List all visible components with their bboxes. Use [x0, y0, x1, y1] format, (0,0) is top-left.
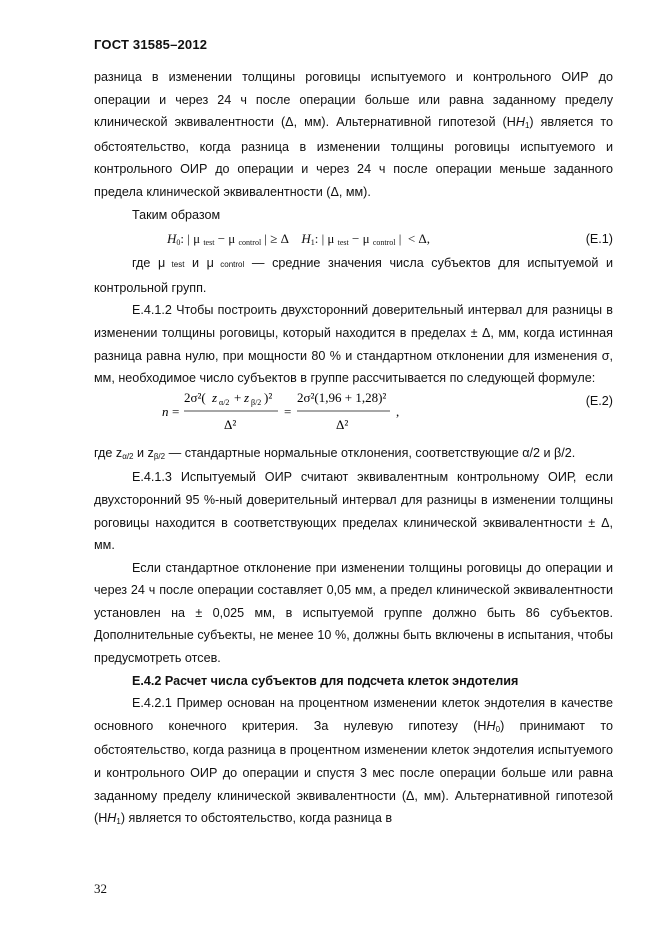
svg-text:=: = [172, 403, 180, 419]
svg-text:2σ²(1,96 + 1,28)²: 2σ²(1,96 + 1,28)² [297, 389, 387, 405]
svg-text:Δ²: Δ² [224, 416, 237, 432]
formula-e1-number: (Е.1) [585, 232, 613, 247]
paragraph-mu-definition: где μ test и μ control — средние значения числа субъектов для испытуемой и контрольной групп. [94, 256, 613, 295]
formula-e1-expression: $H_0$: | μ $_{test}$ − μ $_{control}$ | ≥ Δ $H_1$: | μ $_{test}$ − μ $_{control}$ | < Δ, [167, 231, 431, 248]
paragraph-z-definition: где $z_{\alpha/2}$ и $z_{\beta/2}$ — стандартные нормальные отклонения, соответствующие α/2 и β/2. [94, 445, 576, 461]
svg-text:,: , [396, 403, 400, 419]
paragraph-hypothesis: разница в изменении толщины роговицы испытуемого и контрольного ОИР до операции и через 24 ч после операции больше или равна заданному пределу клинической эквивалентности (Δ, мм). Альтернативной гипотезой $(HH_1)$ является то обстоятельство, когда разница в изменении толщины роговицы испытуемого и контрольного ОИР до операции и через 24 ч после операции меньше заданного предела клинической эквивалентности (Δ, мм). [94, 70, 613, 199]
document-header: ГОСТ 31585–2012 [94, 37, 208, 52]
paragraph-e421: Е.4.2.1 Пример основан на процентном изменении клеток эндотелия в качестве основного конечного критерия. За нулевую гипотезу $(HH_0)$ принимают то обстоятельство, когда разница в процентном изменении клеток эндотелия испытуемого и контрольного ОИР до операции и спустя 3 мес после операции больше или равна заданному пределу клинической эквивалентности (Δ, мм). Альтернативной гипотезой $(HH_1)$ является то обстоятельство, когда разница в [94, 696, 613, 827]
svg-text:2σ²(: 2σ²( [184, 389, 206, 405]
formula-e2-expression [154, 386, 434, 438]
page-body [94, 66, 613, 832]
section-heading-e42: Е.4.2 Расчет числа субъектов для подсчета клеток эндотелия [132, 673, 519, 688]
paragraph-e412: Е.4.1.2 Чтобы построить двухсторонний доверительный интервал для разницы в изменении толщины роговицы, который находится в пределах ± Δ, мм, когда истинная разница равна нулю, при мощности 80 % и стандартном отклонении для изменения σ, мм, необходимое число субъектов в группе рассчитывается по следующей формуле: [94, 303, 613, 386]
page-number: 32 [94, 881, 107, 896]
formula-e1 [94, 226, 613, 252]
paragraph-example: Если стандартное отклонение при изменении толщины роговицы до операции и через 24 ч после операции составляет 0,05 мм, а предел клинической эквивалентности установлен на ± 0,025 мм, в испытуемой группе должно быть 86 субъектов. Дополнительные субъекты, не менее 10 %, должны быть включены в испытания, чтобы предусмотреть отсев. [94, 560, 613, 666]
svg-text:z: z [212, 389, 218, 405]
formula-e2-number: (Е.2) [585, 393, 613, 408]
formula-e2 [94, 390, 613, 440]
svg-text:n: n [162, 403, 169, 419]
svg-text:z: z [244, 389, 250, 405]
svg-text:α/2: α/2 [219, 397, 230, 407]
svg-text:)²: )² [264, 389, 273, 405]
paragraph-e413: Е.4.1.3 Испытуемый ОИР считают эквивалентным контрольному ОИР, если двухсторонний 95 %-ный доверительный интервал для разницы в изменении толщины роговицы находится в соответствующих пределах клинической эквивалентности ± Δ, мм. [94, 470, 613, 553]
paragraph-thus: Таким образом [132, 207, 221, 222]
svg-text:+: + [234, 389, 242, 405]
svg-text:Δ²: Δ² [336, 416, 349, 432]
svg-text:=: = [284, 403, 292, 419]
svg-text:β/2: β/2 [251, 397, 262, 407]
